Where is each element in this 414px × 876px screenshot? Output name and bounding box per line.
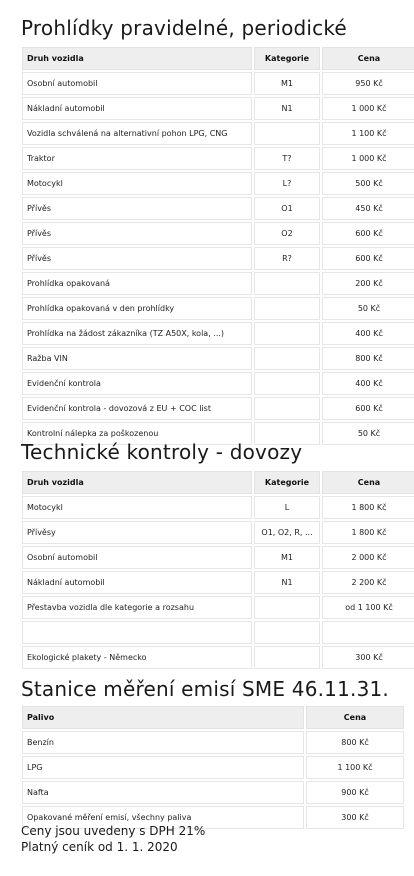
cell-vehicle: Prohlídka opakovaná v den prohlídky xyxy=(22,297,252,320)
cell-vehicle: Nákladní automobil xyxy=(22,571,252,594)
cell-price: 2 200 Kč xyxy=(322,571,414,594)
cell-price: 800 Kč xyxy=(306,731,404,754)
price-note xyxy=(21,823,205,855)
valid-from-note: Platný ceník od 1. 1. 2020 xyxy=(21,840,178,854)
table-row xyxy=(22,621,414,644)
column-header-vehicle: Druh vozidla xyxy=(22,47,252,70)
cell-vehicle: Ražba VIN xyxy=(22,347,252,370)
cell-price: 900 Kč xyxy=(306,781,404,804)
table-row xyxy=(22,646,414,669)
cell-category: T? xyxy=(254,147,320,170)
table-row xyxy=(22,172,414,195)
column-header-price: Cena xyxy=(322,471,414,494)
table-row xyxy=(22,147,414,170)
table-row xyxy=(22,297,414,320)
cell-vehicle: Přívěs xyxy=(22,197,252,220)
table-row xyxy=(22,496,414,519)
cell-price: 1 000 Kč xyxy=(322,97,414,120)
cell-category xyxy=(254,621,320,644)
cell-vehicle: Nákladní automobil xyxy=(22,97,252,120)
cell-category: N1 xyxy=(254,97,320,120)
table-row xyxy=(22,322,414,345)
cell-category: M1 xyxy=(254,72,320,95)
table-row xyxy=(22,596,414,619)
cell-vehicle: Traktor xyxy=(22,147,252,170)
table-row xyxy=(22,372,414,395)
table-row xyxy=(22,222,414,245)
column-header-fuel: Palivo xyxy=(22,706,304,729)
vat-note: Ceny jsou uvedeny s DPH 21% xyxy=(21,824,206,838)
table-row xyxy=(22,731,404,754)
table-header-row xyxy=(22,706,404,729)
cell-vehicle: Motocykl xyxy=(22,496,252,519)
column-header-category: Kategorie xyxy=(254,471,320,494)
cell-vehicle: Motocykl xyxy=(22,172,252,195)
cell-vehicle: Kontrolní nálepka za poškozenou xyxy=(22,422,252,445)
cell-price: 600 Kč xyxy=(322,222,414,245)
column-header-category: Kategorie xyxy=(254,47,320,70)
cell-vehicle: Prohlídka opakovaná xyxy=(22,272,252,295)
cell-price: 500 Kč xyxy=(322,172,414,195)
cell-fuel: Nafta xyxy=(22,781,304,804)
cell-category: O1 xyxy=(254,197,320,220)
cell-category xyxy=(254,122,320,145)
cell-price: od 1 100 Kč xyxy=(322,596,414,619)
price-table-imports xyxy=(20,469,414,671)
table-header-row xyxy=(22,471,414,494)
table-row xyxy=(22,546,414,569)
section-title-imports: Technické kontroly - dovozy xyxy=(21,440,303,464)
cell-price: 1 100 Kč xyxy=(306,756,404,779)
cell-price: 450 Kč xyxy=(322,197,414,220)
cell-category: L xyxy=(254,496,320,519)
cell-price: 400 Kč xyxy=(322,322,414,345)
cell-price: 1 100 Kč xyxy=(322,122,414,145)
cell-price: 50 Kč xyxy=(322,297,414,320)
cell-category: R? xyxy=(254,247,320,270)
cell-price: 1 800 Kč xyxy=(322,521,414,544)
cell-category xyxy=(254,272,320,295)
cell-category: N1 xyxy=(254,571,320,594)
table-row xyxy=(22,397,414,420)
cell-price: 600 Kč xyxy=(322,247,414,270)
cell-vehicle: Osobní automobil xyxy=(22,72,252,95)
cell-category: M1 xyxy=(254,546,320,569)
cell-price: 2 000 Kč xyxy=(322,546,414,569)
cell-category xyxy=(254,322,320,345)
cell-vehicle: Přestavba vozidla dle kategorie a rozsahu xyxy=(22,596,252,619)
table-row xyxy=(22,781,404,804)
section-title-emissions: Stanice měření emisí SME 46.11.31. xyxy=(21,677,389,701)
table-row xyxy=(22,347,414,370)
cell-vehicle: Prohlídka na žádost zákazníka (TZ A50X, kola, ...) xyxy=(22,322,252,345)
cell-price: 400 Kč xyxy=(322,372,414,395)
cell-category xyxy=(254,372,320,395)
cell-vehicle: Vozidla schválená na alternativní pohon LPG, CNG xyxy=(22,122,252,145)
cell-vehicle: Přívěs xyxy=(22,247,252,270)
cell-vehicle: Přívěs xyxy=(22,222,252,245)
cell-category xyxy=(254,646,320,669)
cell-category xyxy=(254,347,320,370)
cell-category: O1, O2, R, ... xyxy=(254,521,320,544)
cell-fuel: LPG xyxy=(22,756,304,779)
cell-vehicle: Osobní automobil xyxy=(22,546,252,569)
table-row xyxy=(22,571,414,594)
cell-category: L? xyxy=(254,172,320,195)
cell-fuel: Benzín xyxy=(22,731,304,754)
cell-category xyxy=(254,397,320,420)
cell-price: 50 Kč xyxy=(322,422,414,445)
table-row xyxy=(22,272,414,295)
cell-category: O2 xyxy=(254,222,320,245)
cell-price: 950 Kč xyxy=(322,72,414,95)
cell-price: 300 Kč xyxy=(306,806,404,829)
column-header-price: Cena xyxy=(322,47,414,70)
table-row xyxy=(22,247,414,270)
cell-price: 600 Kč xyxy=(322,397,414,420)
price-table-emissions xyxy=(20,704,406,831)
table-header-row xyxy=(22,47,414,70)
cell-price: 800 Kč xyxy=(322,347,414,370)
cell-price xyxy=(322,621,414,644)
cell-price: 200 Kč xyxy=(322,272,414,295)
cell-price: 1 800 Kč xyxy=(322,496,414,519)
cell-vehicle: Evidenční kontrola - dovozová z EU + COC list xyxy=(22,397,252,420)
column-header-price: Cena xyxy=(306,706,404,729)
table-row xyxy=(22,756,404,779)
cell-category xyxy=(254,297,320,320)
cell-category xyxy=(254,596,320,619)
cell-vehicle: Ekologické plakety - Německo xyxy=(22,646,252,669)
cell-price: 1 000 Kč xyxy=(322,147,414,170)
cell-vehicle: Evidenční kontrola xyxy=(22,372,252,395)
table-row xyxy=(22,122,414,145)
cell-vehicle xyxy=(22,621,252,644)
table-row xyxy=(22,97,414,120)
cell-price: 300 Kč xyxy=(322,646,414,669)
column-header-vehicle: Druh vozidla xyxy=(22,471,252,494)
cell-fuel: Opakované měření emisí, všechny paliva xyxy=(22,806,304,829)
section-title-periodic: Prohlídky pravidelné, periodické xyxy=(21,16,347,40)
table-row xyxy=(22,72,414,95)
cell-vehicle: Přívěsy xyxy=(22,521,252,544)
table-row xyxy=(22,521,414,544)
price-table-periodic xyxy=(20,45,414,447)
table-row xyxy=(22,197,414,220)
